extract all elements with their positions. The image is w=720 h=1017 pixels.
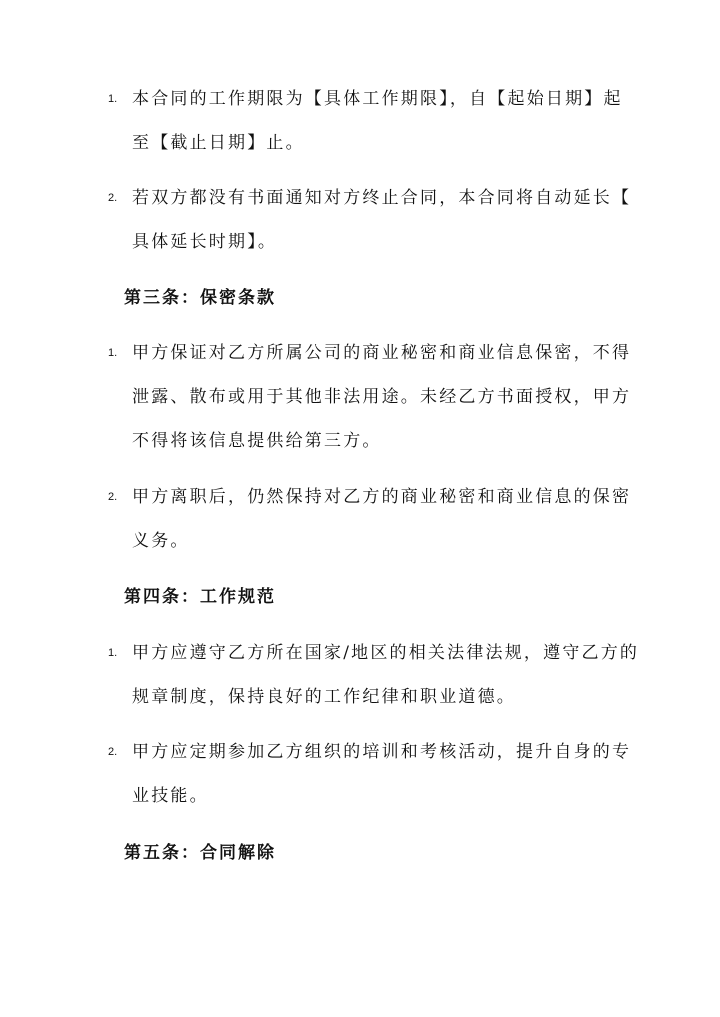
list-item-line: 具体延长时期】。: [132, 232, 278, 252]
list-item-number: 2.: [108, 491, 118, 503]
list-item-line: 本合同的工作期限为【具体工作期限】，自【起始日期】起: [132, 89, 623, 109]
list-item-number: 2.: [108, 746, 118, 758]
list-item-line: 若双方都没有书面通知对方终止合同，本合同将自动延长【: [132, 188, 632, 208]
list-item-number: 1.: [108, 347, 118, 359]
list-item-line: 甲方保证对乙方所属公司的商业秘密和商业信息保密，不得: [132, 343, 632, 363]
list-item-line: 业技能。: [132, 786, 209, 806]
list-item-line: 至【截止日期】止。: [132, 133, 305, 153]
list-item-line: 义务。: [132, 531, 190, 551]
section-heading: 第四条：工作规范: [124, 587, 276, 607]
list-item-line: 甲方应遵守乙方所在国家/地区的相关法律法规，遵守乙方的: [132, 643, 640, 663]
section-heading: 第五条：合同解除: [124, 843, 276, 863]
list-item-line: 甲方离职后，仍然保持对乙方的商业秘密和商业信息的保密: [132, 487, 632, 507]
list-item-number: 1.: [108, 647, 118, 659]
list-item-number: 1.: [108, 93, 118, 105]
list-item-line: 不得将该信息提供给第三方。: [132, 431, 382, 451]
list-item-line: 泄露、散布或用于其他非法用途。未经乙方书面授权，甲方: [132, 387, 632, 407]
list-item-line: 规章制度，保持良好的工作纪律和职业道德。: [132, 687, 516, 707]
list-item-line: 甲方应定期参加乙方组织的培训和考核活动，提升自身的专: [132, 742, 632, 762]
list-item-number: 2.: [108, 192, 118, 204]
section-heading: 第三条：保密条款: [124, 288, 276, 308]
